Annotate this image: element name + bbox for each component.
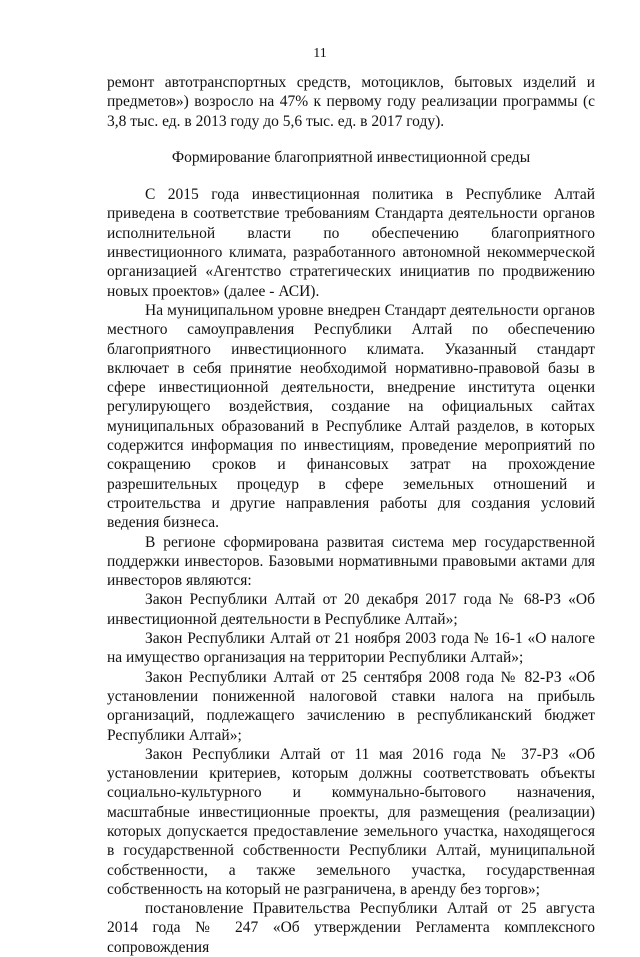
page-body [107, 73, 595, 957]
page-number: 11 [313, 46, 327, 61]
paragraph-resolution-247: постановление Правительства Республики Алтай от 25 августа 2014 года № 247 «Об утверждении Регламента комплексного сопровождения [107, 900, 595, 956]
paragraph-investment-policy: С 2015 года инвестиционная политика в Республике Алтай приведена в соответствие требованиям Стандарта деятельности органов исполнительной власти по обеспечению благоприятного инвестиционного климата, разработанного автономной некоммерческой организацией «Агентство стратегических инициатив по продвижению новых проектов» (далее - АСИ). [107, 186, 595, 300]
paragraph-law-37-rz: Закон Республики Алтай от 11 мая 2016 года № 37-РЗ «Об установлении критериев, которым должны соответствовать объекты социально-культурного и коммунально-бытового назначения, масштабные инвестиционные проекты, для размещения (реализации) которых допускается предоставление земельного участка, находящегося в государственной собственности Республики Алтай, муниципальной собственности, а также земельного участка, государственная собственность на который не разграничена, в аренду без торгов»; [107, 745, 595, 898]
paragraph-municipal-standard: На муниципальном уровне внедрен Стандарт деятельности органов местного самоуправления Республики Алтай по обеспечению благоприятного инвестиционного климата. Указанный стандарт включает в себя принятие необходимой нормативно-правовой базы в сфере инвестиционной деятельности, внедрение института оценки регулирующего воздействия, создание на официальных сайтах муниципальных образований в Республике Алтай разделов, в которых содержится информация по инвестициям, проведение мероприятий по сокращению сроков и финансовых затрат на прохождение разрешительных процедур в сфере земельных отношений и строительства и другие направления работы для создания условий ведения бизнеса. [107, 301, 595, 532]
paragraph-support-system: В регионе сформирована развитая система мер государственной поддержки инвесторов. Базовыми нормативными правовыми актами для инвесторов являются: [107, 533, 595, 590]
section-heading: Формирование благоприятной инвестиционной среды [171, 148, 531, 166]
paragraph-law-16-1: Закон Республики Алтай от 21 ноября 2003 года № 16-1 «О налоге на имущество организация на территории Республики Алтай»; [107, 630, 595, 667]
paragraph-law-68-rz: Закон Республики Алтай от 20 декабря 2017 года № 68-РЗ «Об инвестиционной деятельности в Республике Алтай»; [107, 591, 595, 628]
intro-paragraph: ремонт автотранспортных средств, мотоциклов, бытовых изделий и предметов») возросло на 47% к первому году реализации программы (с 3,8 тыс. ед. в 2013 году до 5,6 тыс. ед. в 2017 году). [107, 74, 595, 130]
paragraph-law-82-rz: Закон Республики Алтай от 25 сентября 2008 года № 82-РЗ «Об установлении пониженной налоговой ставки налога на прибыль организаций, подлежащего зачислению в республиканский бюджет Республики Алтай»; [107, 668, 595, 744]
